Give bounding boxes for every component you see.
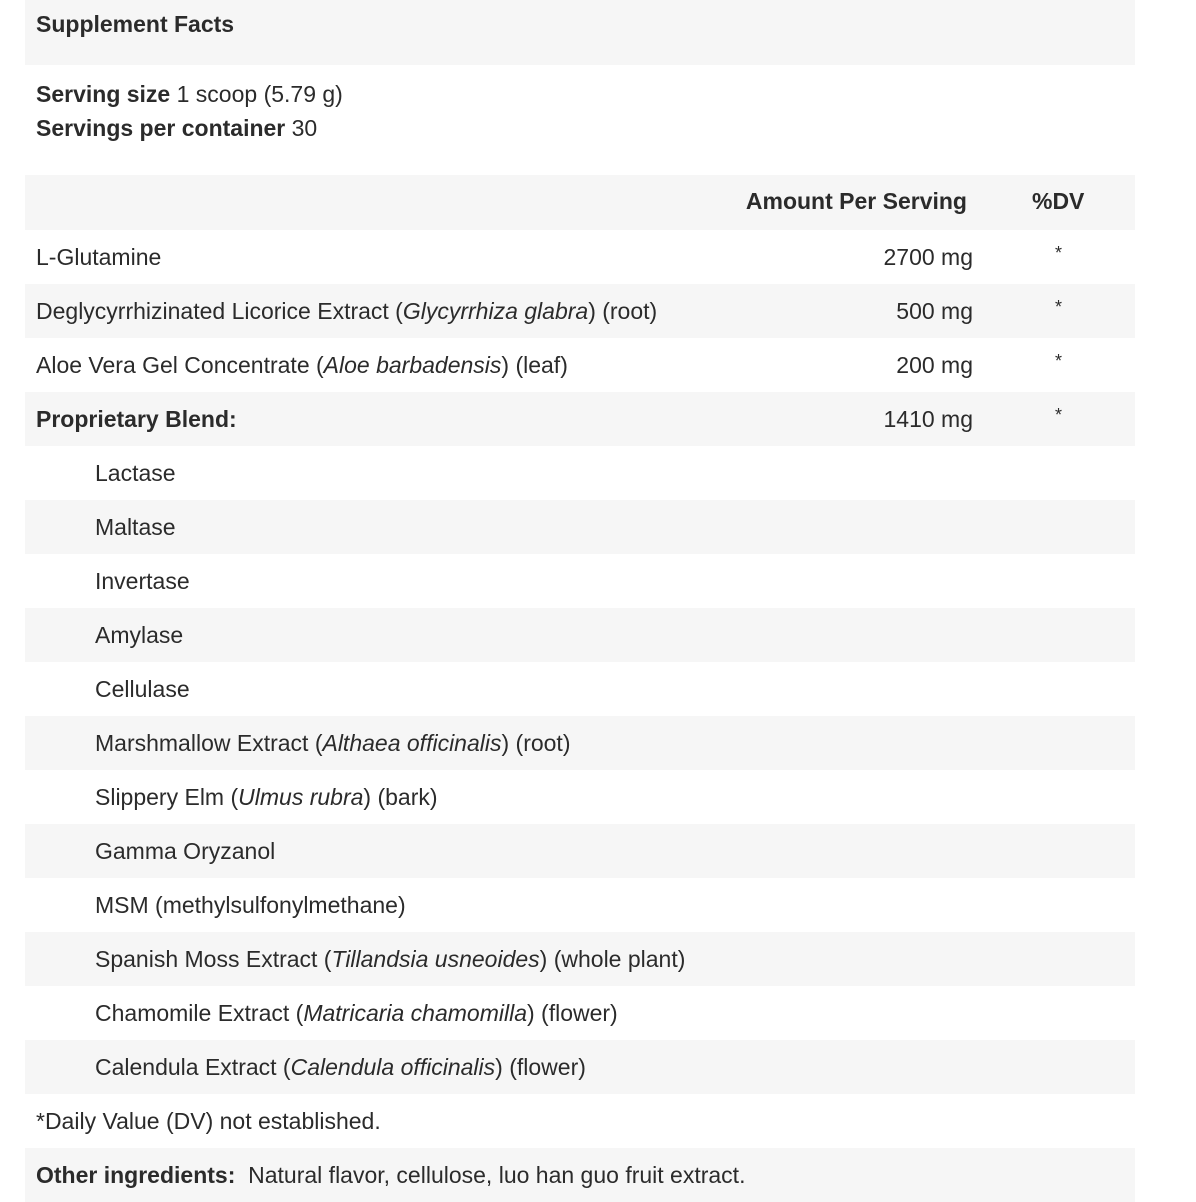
blend-item-row bbox=[25, 554, 1135, 608]
latin-name: Calendula officinalis bbox=[290, 1054, 496, 1080]
ingredient-label: Proprietary Blend: bbox=[36, 406, 237, 432]
ingredient-label: L-Glutamine bbox=[36, 244, 162, 270]
plant-part: ) (root) bbox=[588, 298, 658, 324]
latin-name: Matricaria chamomilla bbox=[303, 1000, 527, 1026]
blend-item-row bbox=[25, 1040, 1135, 1094]
ingredient-name bbox=[95, 608, 183, 662]
serving-info bbox=[25, 75, 1135, 165]
amount-value: 500 mg bbox=[896, 298, 973, 324]
ingredient-name bbox=[95, 716, 570, 770]
page-title: Supplement Facts bbox=[36, 11, 235, 37]
amount-value: 200 mg bbox=[896, 352, 973, 378]
plant-part: ) (flower) bbox=[527, 1000, 618, 1026]
plant-part: ) (root) bbox=[501, 730, 571, 756]
other-ingredients bbox=[25, 1148, 1135, 1202]
ingredient-name bbox=[95, 500, 176, 554]
serving-size-label: Serving size bbox=[36, 81, 171, 107]
blend-item-row bbox=[25, 608, 1135, 662]
ingredient-name bbox=[95, 824, 275, 878]
amount-value: 1410 mg bbox=[883, 406, 973, 432]
ingredient-name bbox=[36, 230, 161, 284]
other-ingredients-value: Natural flavor, cellulose, luo han guo fruit extract. bbox=[248, 1162, 746, 1188]
ingredient-label: Gamma Oryzanol bbox=[95, 838, 276, 864]
supplement-facts-title bbox=[25, 0, 1135, 65]
other-ingredients-line bbox=[36, 1148, 745, 1202]
ingredient-name bbox=[36, 284, 657, 338]
serving-size-value: 1 scoop (5.79 g) bbox=[176, 81, 343, 107]
servings-per-container-line bbox=[36, 111, 1135, 145]
table-row bbox=[25, 284, 1135, 338]
ingredient-name bbox=[36, 392, 237, 446]
serving-size-line bbox=[36, 77, 1135, 111]
blend-item-row bbox=[25, 500, 1135, 554]
footnote-text: *Daily Value (DV) not established. bbox=[36, 1108, 381, 1134]
ingredient-label: Slippery Elm ( bbox=[95, 784, 239, 810]
blend-item-row bbox=[25, 932, 1135, 986]
plant-part: ) (leaf) bbox=[501, 352, 568, 378]
blend-item-row bbox=[25, 986, 1135, 1040]
latin-name: Althaea officinalis bbox=[322, 730, 502, 756]
dv-value: * bbox=[1055, 351, 1063, 371]
amount-header: Amount Per Serving bbox=[745, 188, 967, 214]
plant-part: ) (flower) bbox=[495, 1054, 586, 1080]
ingredient-label: Maltase bbox=[95, 514, 176, 540]
latin-name: Aloe barbadensis bbox=[323, 352, 502, 378]
ingredient-label: MSM (methylsulfonylmethane) bbox=[95, 892, 406, 918]
blend-item-row bbox=[25, 716, 1135, 770]
table-row bbox=[25, 230, 1135, 284]
servings-per-container-label: Servings per container bbox=[36, 115, 286, 141]
table-row bbox=[25, 338, 1135, 392]
dv-value: * bbox=[1055, 405, 1063, 425]
ingredient-name bbox=[95, 662, 190, 716]
ingredient-label: Aloe Vera Gel Concentrate ( bbox=[36, 352, 324, 378]
ingredient-label: Calendula Extract ( bbox=[95, 1054, 291, 1080]
blend-item-row bbox=[25, 662, 1135, 716]
ingredient-name bbox=[95, 986, 618, 1040]
dv-value: * bbox=[1055, 297, 1063, 317]
proprietary-blend-row bbox=[25, 392, 1135, 446]
ingredient-label: Deglycyrrhizinated Licorice Extract ( bbox=[36, 298, 403, 324]
blend-item-row bbox=[25, 878, 1135, 932]
ingredient-label: Lactase bbox=[95, 460, 176, 486]
dv-value: * bbox=[1055, 243, 1063, 263]
ingredient-name bbox=[95, 770, 438, 824]
ingredient-name bbox=[95, 878, 406, 932]
other-ingredients-label: Other ingredients: bbox=[36, 1162, 236, 1188]
table-header bbox=[25, 175, 1135, 230]
plant-part: ) (whole plant) bbox=[539, 946, 686, 972]
ingredient-label: Amylase bbox=[95, 622, 184, 648]
latin-name: Tillandsia usneoides bbox=[331, 946, 540, 972]
ingredient-name bbox=[95, 446, 176, 500]
dv-header: %DV bbox=[1032, 188, 1085, 214]
amount-value: 2700 mg bbox=[883, 244, 973, 270]
ingredient-label: Marshmallow Extract ( bbox=[95, 730, 323, 756]
ingredient-name bbox=[95, 1040, 586, 1094]
ingredient-name bbox=[95, 554, 190, 608]
footnote bbox=[25, 1094, 1135, 1148]
latin-name: Ulmus rubra bbox=[238, 784, 364, 810]
blend-item-row bbox=[25, 446, 1135, 500]
servings-per-container-value: 30 bbox=[291, 115, 318, 141]
blend-item-row bbox=[25, 770, 1135, 824]
ingredient-label: Cellulase bbox=[95, 676, 190, 702]
blend-item-row bbox=[25, 824, 1135, 878]
ingredient-label: Invertase bbox=[95, 568, 190, 594]
facts-table bbox=[25, 175, 1135, 1202]
latin-name: Glycyrrhiza glabra bbox=[402, 298, 589, 324]
ingredient-name bbox=[95, 932, 685, 986]
ingredient-label: Chamomile Extract ( bbox=[95, 1000, 304, 1026]
plant-part: ) (bark) bbox=[363, 784, 438, 810]
ingredient-label: Spanish Moss Extract ( bbox=[95, 946, 332, 972]
ingredient-name bbox=[36, 338, 568, 392]
